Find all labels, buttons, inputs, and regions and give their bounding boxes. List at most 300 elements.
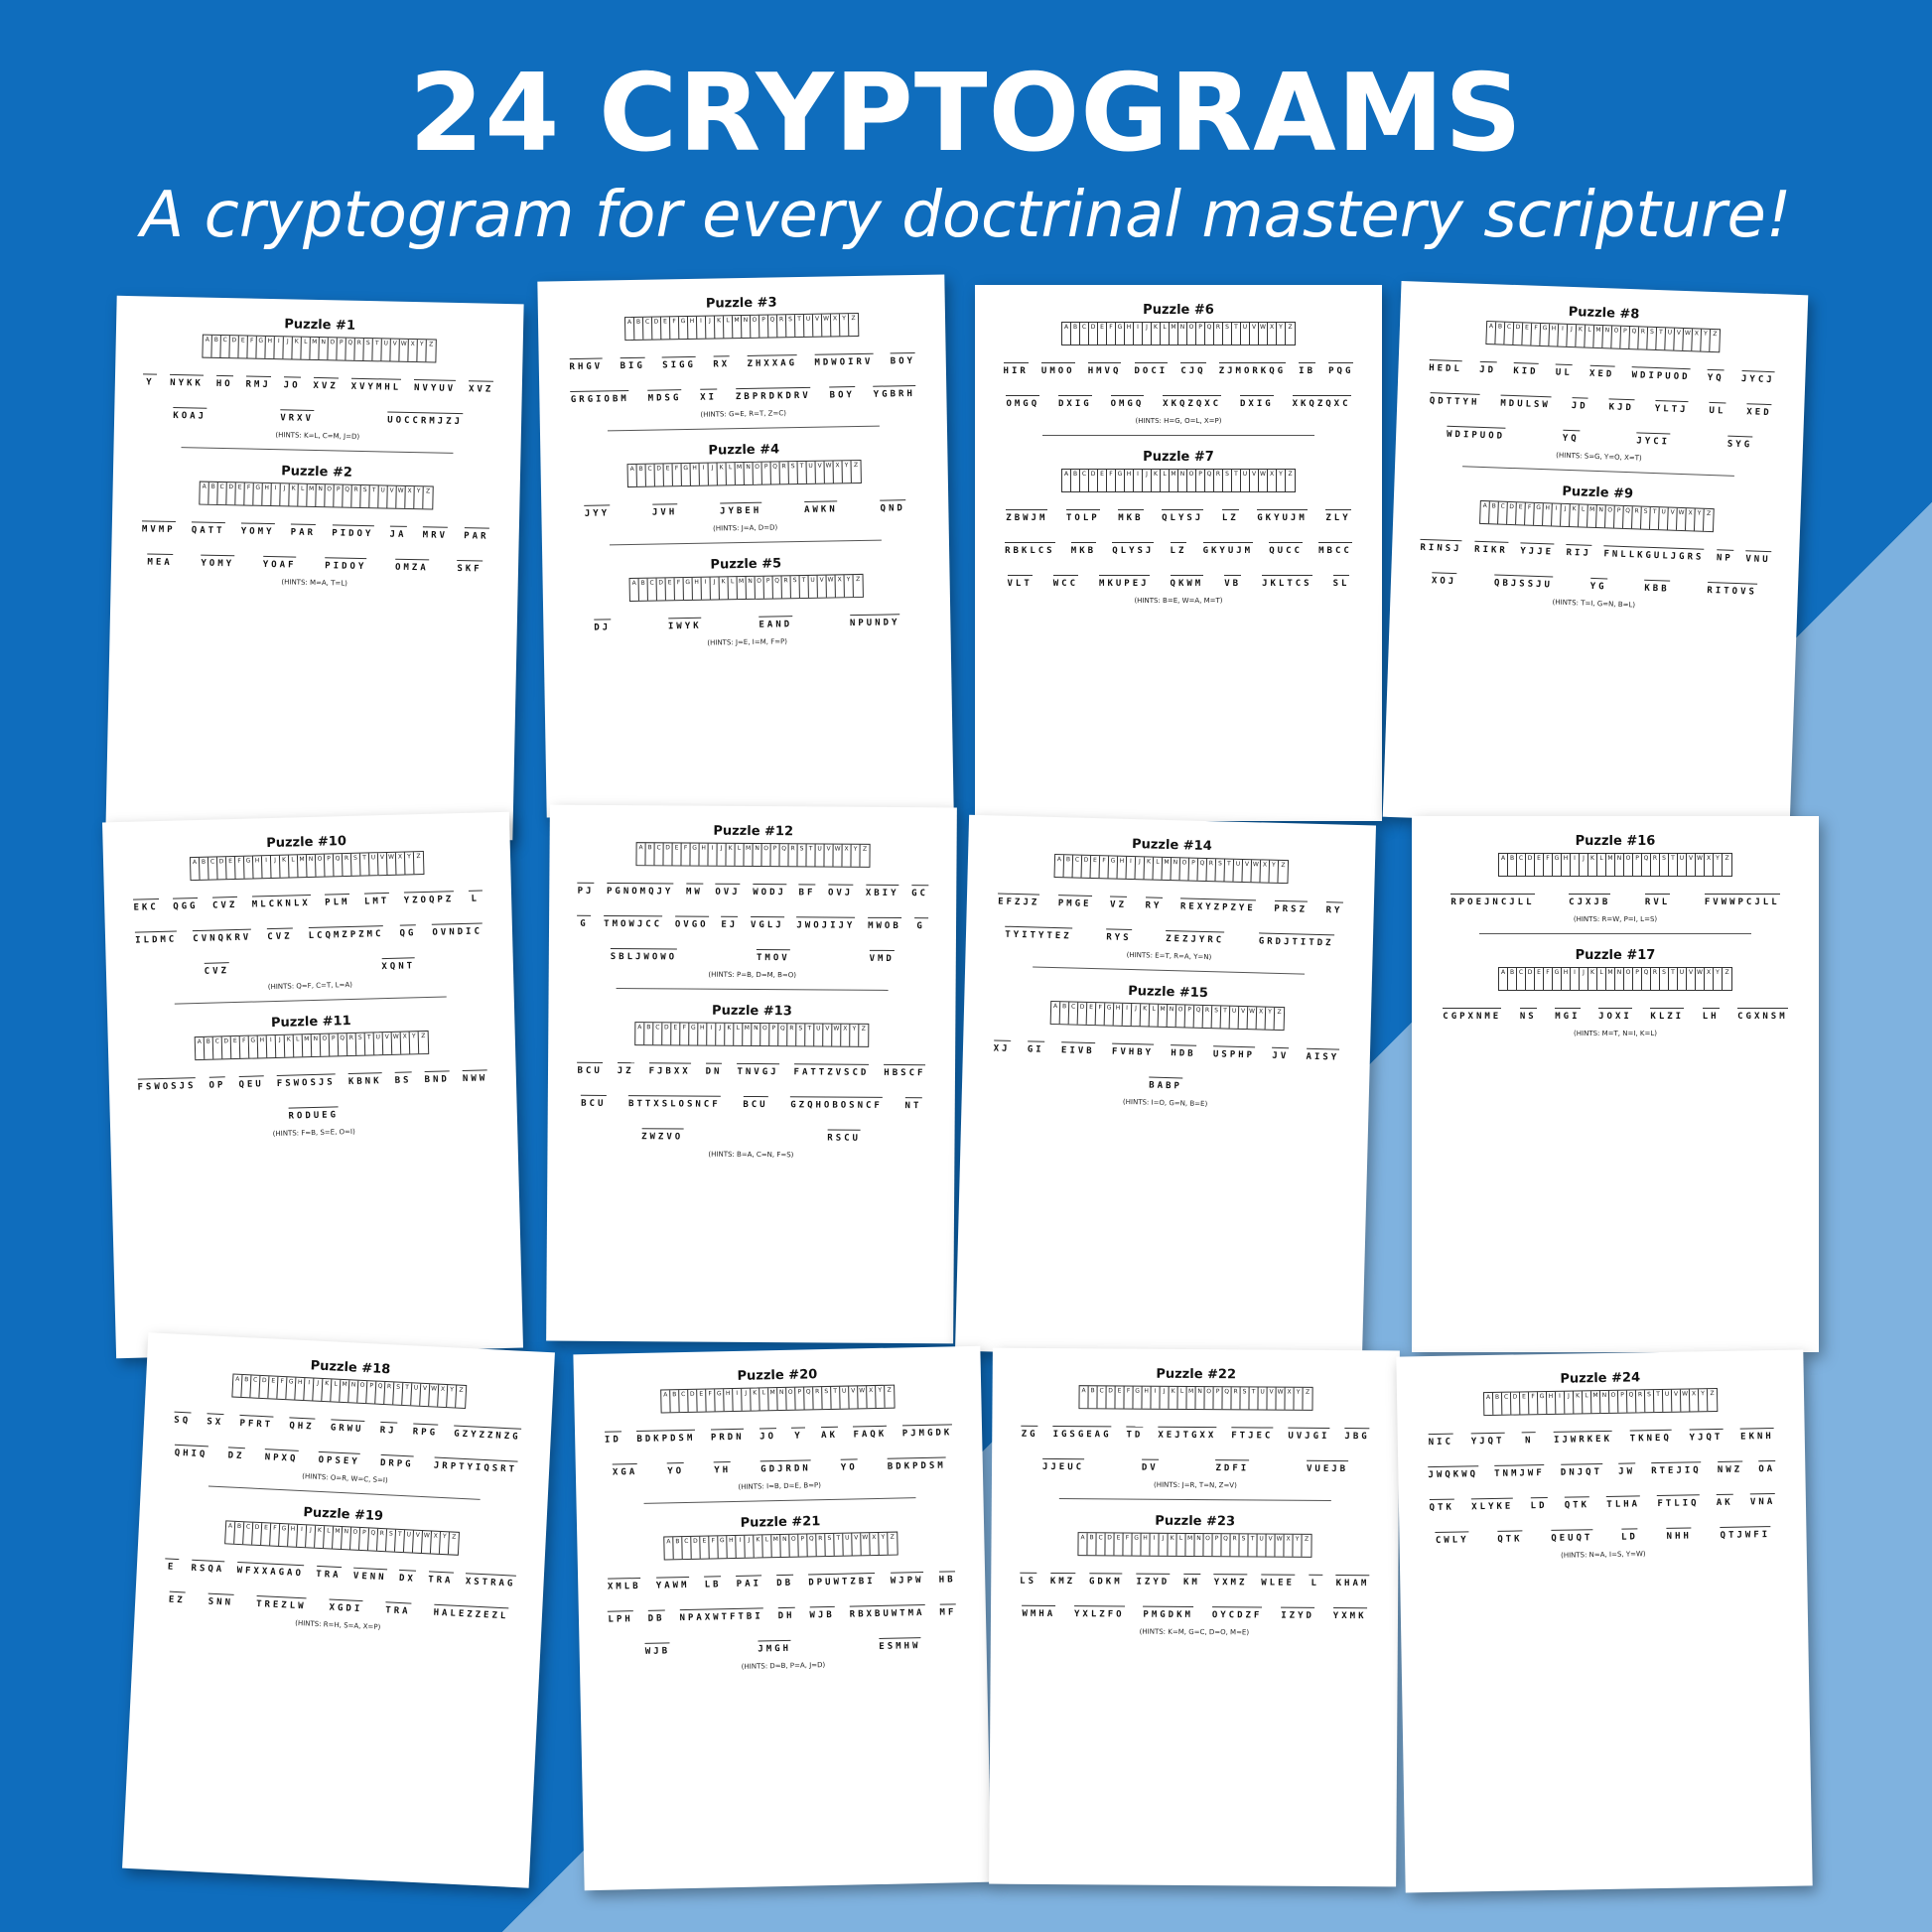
alphabet-letter: H [699, 844, 708, 866]
cipher-word [1697, 999, 1725, 1022]
cipher-text: KID [1513, 366, 1539, 377]
alphabet-letter: Q [768, 315, 777, 337]
cipher-word [1301, 1451, 1354, 1474]
puzzle-title: Puzzle #15 [1127, 983, 1209, 1002]
cipher-word [1160, 921, 1231, 946]
cipher-text: ESMHW [879, 1641, 921, 1652]
alphabet-letter: A [630, 579, 639, 601]
cipher-text: MEA [147, 557, 173, 568]
cipher-text: XLYKE [1471, 1501, 1514, 1513]
cipher-word [426, 913, 488, 938]
cipher-text: QHZ [289, 1421, 315, 1433]
alphabet-letter: J [1561, 504, 1571, 526]
cipher-text: QEUQT [1551, 1533, 1593, 1544]
alphabet-letter: F [240, 1036, 250, 1058]
alphabet-letter: H [1543, 503, 1553, 525]
cipher-text: MDULSW [1500, 398, 1551, 411]
cipher-word [1002, 566, 1038, 589]
cipher-text: NVYUV [413, 383, 457, 394]
alphabet-letter: M [733, 316, 742, 338]
answer-blank [173, 398, 207, 409]
alphabet-letter: N [747, 577, 756, 599]
alphabet-key [1078, 1385, 1312, 1411]
cipher-text: NP [1716, 553, 1733, 564]
alphabet-key [660, 1385, 895, 1414]
puzzle-sheet [573, 1346, 991, 1890]
cipher-word [1282, 1419, 1335, 1442]
alphabet-letter: J [1580, 968, 1588, 990]
cipher-text: KBB [1644, 583, 1670, 595]
cipher-word [1047, 566, 1084, 589]
cipher-text: BF [798, 888, 816, 898]
answer-blank [608, 1569, 641, 1580]
cipher-text: XQNT [381, 961, 416, 973]
alphabet-letter: V [378, 853, 388, 875]
cipher-word [1702, 360, 1731, 384]
cipher-word [1560, 535, 1597, 559]
cipher-words [126, 881, 491, 979]
alphabet-letter: D [1511, 1392, 1520, 1414]
cipher-words [997, 500, 1360, 589]
cipher-word [1322, 353, 1359, 376]
answer-blank [1008, 566, 1033, 576]
cipher-text: AK [1716, 1497, 1733, 1509]
alphabet-letter: T [1248, 1534, 1257, 1556]
cipher-word [1312, 533, 1358, 556]
answer-blank [853, 1417, 887, 1428]
alphabet-letter: Z [459, 1386, 464, 1394]
alphabet-letter: O [786, 1388, 795, 1410]
cipher-text: RHGV [569, 361, 604, 373]
answer-blank [251, 886, 310, 897]
puzzle-title: Puzzle #17 [1575, 948, 1656, 963]
answer-blank [901, 1415, 952, 1426]
answer-blank [571, 381, 629, 392]
cipher-text: LCQMZPZMC [308, 929, 384, 942]
cipher-text: NYKK [170, 377, 205, 389]
alphabet-letter: Y [851, 845, 860, 867]
alphabet-key [635, 842, 870, 868]
answer-blank [879, 1628, 920, 1639]
alphabet-letter: L [759, 1388, 768, 1410]
cipher-text: BDKPDSM [887, 1460, 946, 1472]
cipher-text: WCC [1052, 579, 1079, 589]
cipher-text: JYCI [1636, 436, 1671, 448]
alphabet-letter: D [1513, 323, 1523, 345]
alphabet-key [199, 482, 433, 510]
answer-blank [1309, 1566, 1322, 1576]
cipher-word [285, 514, 323, 538]
cipher-text: XGA [612, 1467, 638, 1478]
answer-blank [1572, 388, 1588, 399]
answer-blank [228, 1438, 245, 1449]
answer-blank [399, 915, 416, 925]
cipher-text: HDB [1171, 1048, 1196, 1059]
alphabet-letter: V [1668, 508, 1678, 530]
alphabet-letter: A [664, 1537, 673, 1559]
answer-blank [455, 1416, 522, 1429]
cipher-text: Y [794, 1431, 803, 1442]
cipher-text: CVZ [204, 966, 230, 977]
alphabet-letter: B [1088, 1386, 1097, 1408]
cipher-word [1047, 1417, 1118, 1440]
cipher-text: LS [1020, 1576, 1037, 1587]
alphabet-letter: H [1547, 1392, 1556, 1414]
cipher-text: UMOO [1040, 366, 1075, 376]
puzzle-title: Puzzle #19 [303, 1505, 384, 1525]
alphabet-letter: P [1618, 1391, 1627, 1413]
alphabet-letter: G [249, 1035, 259, 1057]
alphabet-letter: E [1091, 856, 1101, 878]
cipher-text: QDTTYH [1429, 396, 1480, 408]
alphabet-letter: Y [876, 1386, 885, 1408]
cipher-text: RSQA [191, 1563, 225, 1576]
alphabet-letter: T [372, 339, 381, 360]
cipher-word [1722, 426, 1759, 450]
answer-blank [1750, 1484, 1775, 1494]
alphabet-letter: D [1526, 968, 1535, 990]
alphabet-letter: I [1150, 1534, 1159, 1556]
cipher-word [822, 875, 859, 897]
cipher-word [1083, 1564, 1129, 1587]
cipher-word [326, 515, 380, 539]
alphabet-letter: M [1186, 1387, 1195, 1409]
cipher-text: TKNEQ [1629, 1433, 1672, 1445]
cipher-text: YO [840, 1462, 858, 1473]
puzzle [569, 1003, 933, 1161]
puzzle-hint: (HINTS: K=L, C=M, J=D) [275, 431, 360, 441]
alphabet-letter: G [682, 464, 691, 485]
answer-blank [192, 1551, 225, 1563]
alphabet-letter: O [751, 316, 759, 338]
cipher-text: QTK [1497, 1534, 1523, 1545]
answer-blank [263, 547, 297, 558]
puzzle [596, 1364, 961, 1494]
puzzle-divider [181, 447, 453, 454]
cipher-word [745, 907, 790, 930]
cipher-word [1197, 533, 1260, 556]
alphabet-letter: W [1248, 1007, 1258, 1029]
cipher-word [1255, 1565, 1301, 1587]
answer-blank [1727, 427, 1753, 438]
alphabet-letter: J [1132, 1004, 1142, 1026]
alphabet-letter: J [283, 337, 292, 358]
puzzle-divider [616, 988, 889, 991]
puzzle-title: Puzzle #4 [708, 442, 780, 459]
cipher-word [1093, 566, 1156, 589]
alphabet-letter: N [316, 484, 325, 506]
alphabet-letter: I [267, 1035, 277, 1057]
answer-blank [142, 511, 176, 522]
cipher-word [844, 605, 906, 628]
answer-blank [636, 1421, 695, 1432]
cipher-word [457, 1060, 494, 1084]
answer-blank [1171, 566, 1204, 576]
alphabet-letter: D [252, 1523, 262, 1545]
cipher-text: RTEJIQ [1651, 1465, 1702, 1477]
cipher-text: XGDI [329, 1602, 363, 1615]
alphabet-key [195, 1031, 430, 1060]
alphabet-letter: N [1195, 1387, 1204, 1409]
alphabet-letter: Q [343, 485, 351, 507]
cipher-word [1120, 1417, 1149, 1440]
cipher-text: YGBRH [873, 388, 915, 400]
answer-blank [884, 1055, 925, 1065]
cipher-word [1683, 1420, 1728, 1444]
alphabet-letter: G [679, 317, 688, 339]
cipher-word [1300, 1039, 1345, 1063]
alphabet-letter: P [334, 484, 343, 506]
cipher-word [1209, 1450, 1255, 1473]
puzzle-title: Puzzle #6 [1143, 303, 1214, 318]
cipher-word [905, 876, 934, 898]
cipher-text: EKC [133, 902, 159, 913]
cipher-word [448, 1416, 527, 1443]
alphabet-letter: Q [1205, 323, 1214, 345]
cipher-text: SYG [1726, 439, 1753, 451]
alphabet-letter: Q [1623, 506, 1633, 528]
answer-blank [887, 1449, 945, 1459]
answer-blank [1325, 500, 1350, 510]
cipher-word [662, 609, 708, 632]
alphabet-letter: E [697, 1390, 706, 1412]
alphabet-letter: I [1571, 854, 1580, 876]
alphabet-letter: X [1257, 1007, 1267, 1029]
cipher-word [641, 1600, 670, 1624]
alphabet-letter: B [644, 1023, 653, 1044]
alphabet-letter: I [707, 1024, 716, 1045]
alphabet-letter: U [374, 1033, 384, 1054]
alphabet-letter: L [724, 316, 733, 338]
answer-blank [736, 1566, 760, 1577]
cipher-text: YJQT [1470, 1436, 1505, 1448]
cipher-word [1488, 565, 1560, 590]
answer-blank [1666, 1518, 1691, 1528]
alphabet-letter: F [244, 483, 253, 505]
cipher-word [163, 1582, 193, 1605]
cipher-text: RIKR [1473, 544, 1508, 556]
alphabet-letter: B [637, 465, 646, 486]
cipher-word [1177, 1565, 1206, 1587]
answer-blank [314, 368, 339, 379]
alphabet-letter: C [679, 1390, 688, 1412]
alphabet-letter: P [366, 1381, 376, 1403]
alphabet-letter: B [1508, 854, 1517, 876]
cipher-text: YXMZ [1213, 1578, 1248, 1588]
alphabet-letter: I [1571, 968, 1580, 990]
cipher-word [731, 1054, 784, 1077]
alphabet-letter: V [852, 1533, 861, 1555]
cipher-text: EZ [168, 1594, 186, 1606]
answer-blank [711, 1420, 745, 1431]
cipher-word [1234, 386, 1280, 409]
answer-blank [1023, 1596, 1056, 1606]
cipher-text: RINSJ [1420, 542, 1462, 555]
answer-blank [905, 1088, 922, 1098]
answer-blank [1522, 1423, 1536, 1433]
alphabet-letter: J [1567, 325, 1577, 346]
cipher-word [1327, 566, 1356, 589]
cipher-text: RPG [412, 1427, 439, 1439]
puzzle [997, 303, 1360, 425]
alphabet-key [231, 1374, 467, 1409]
cipher-text: G [916, 921, 925, 932]
answer-blank [759, 1419, 776, 1429]
cipher-text: VENN [352, 1571, 387, 1584]
alphabet-letter: A [625, 318, 634, 340]
answer-blank [267, 918, 293, 929]
answer-blank [938, 1562, 955, 1572]
alphabet-letter: B [639, 579, 648, 601]
cipher-word [1207, 1036, 1262, 1060]
alphabet-letter: V [420, 1384, 430, 1406]
answer-blank [1497, 1521, 1522, 1531]
cipher-word [770, 1566, 799, 1589]
alphabet-letter: B [634, 318, 643, 340]
alphabet-letter: X [836, 575, 845, 597]
cipher-text: RPOEJNCJLL [1450, 897, 1535, 907]
alphabet-letter: J [1136, 857, 1146, 879]
alphabet-letter: F [1096, 1003, 1106, 1025]
cipher-word [563, 348, 609, 372]
alphabet-letter: F [270, 1524, 280, 1546]
alphabet-letter: R [1203, 1006, 1213, 1028]
alphabet-letter: B [1060, 1002, 1070, 1024]
answer-blank [1288, 1419, 1329, 1429]
alphabet-letter: B [241, 1375, 251, 1397]
cipher-text: EKNH [1740, 1431, 1774, 1443]
answer-blank [1053, 566, 1078, 576]
alphabet-letter: J [742, 1389, 751, 1411]
answer-blank [814, 345, 873, 355]
cipher-text: LZ [1170, 546, 1187, 556]
cipher-word [187, 919, 258, 944]
alphabet-letter: T [1249, 1387, 1258, 1409]
cipher-text: VGLJ [750, 919, 784, 931]
cipher-text: MWOB [868, 920, 901, 932]
answer-blank [325, 548, 366, 559]
cipher-text: IJWRKEK [1553, 1434, 1613, 1446]
cipher-word [1106, 1034, 1161, 1057]
puzzle [560, 293, 925, 421]
answer-blank [1058, 886, 1092, 897]
cipher-word [1445, 885, 1540, 907]
cipher-word [389, 550, 435, 574]
answer-blank [1112, 1035, 1154, 1045]
answer-blank [364, 884, 390, 895]
answer-blank [1041, 353, 1075, 363]
alphabet-letter: F [709, 1536, 718, 1558]
cipher-word [1208, 1565, 1254, 1587]
answer-blank [1004, 353, 1029, 363]
alphabet-letter: F [675, 578, 684, 600]
alphabet-letter: G [1540, 324, 1550, 345]
alphabet-letter: K [1169, 1387, 1177, 1409]
cipher-word [707, 346, 736, 369]
cipher-word [1711, 1485, 1739, 1508]
answer-blank [1257, 500, 1308, 510]
cipher-word [785, 1418, 811, 1442]
alphabet-letter: P [759, 316, 768, 338]
alphabet-letter: A [1062, 470, 1071, 491]
puzzle-hint: (HINTS: I=B, D=E, B=P) [738, 1481, 822, 1491]
cipher-text: TNMJWF [1494, 1468, 1545, 1479]
alphabet-letter: W [399, 340, 408, 361]
cipher-text: YO [667, 1466, 685, 1477]
cipher-text: HMVQ [1087, 366, 1122, 376]
alphabet-letter: T [395, 1530, 405, 1552]
cipher-text: JD [1571, 401, 1588, 412]
answer-blank [429, 1562, 455, 1573]
alphabet-letter: K [1152, 323, 1161, 345]
answer-blank [1224, 566, 1241, 576]
cipher-word [1143, 1067, 1188, 1091]
answer-blank [1708, 573, 1758, 585]
alphabet-letter: A [1499, 968, 1508, 990]
alphabet-letter: Q [1197, 859, 1207, 881]
answer-blank [1703, 999, 1720, 1009]
alphabet-letter: Y [440, 1532, 450, 1554]
alphabet-letter: M [1159, 1005, 1169, 1027]
cipher-word [422, 1562, 460, 1587]
cipher-text: YOMY [240, 526, 275, 538]
cipher-text: QUCC [1269, 546, 1303, 556]
cipher-word [1082, 353, 1128, 376]
cipher-text: TLHA [1606, 1499, 1641, 1510]
answer-blank [753, 875, 786, 885]
cipher-text: BCU [581, 1098, 607, 1109]
cipher-word [1491, 1521, 1529, 1545]
cipher-word [1524, 1488, 1553, 1511]
cipher-word [1253, 923, 1340, 948]
alphabet-letter: V [1267, 1388, 1276, 1410]
alphabet-letter: I [1123, 1004, 1133, 1026]
answer-blank [759, 607, 792, 618]
cipher-text: TREZLW [255, 1598, 307, 1612]
cipher-word [571, 906, 597, 929]
answer-blank [720, 493, 761, 504]
cipher-text: BS [394, 1075, 412, 1086]
alphabet-letter: T [1656, 328, 1666, 349]
cipher-word [1060, 500, 1106, 523]
cipher-text: BCU [577, 1065, 603, 1076]
alphabet-letter: N [348, 1380, 358, 1402]
cipher-word [1660, 1518, 1698, 1542]
cipher-word [864, 941, 900, 964]
answer-blank [1118, 500, 1143, 510]
alphabet-letter: I [262, 856, 272, 878]
alphabet-letter: N [753, 844, 761, 866]
alphabet-letter: Z [1281, 861, 1286, 870]
cipher-words [1013, 1564, 1376, 1622]
answer-blank [994, 1031, 1011, 1040]
alphabet-letter: H [1562, 854, 1571, 876]
cipher-word [605, 939, 684, 963]
alphabet-letter: U [411, 1383, 421, 1405]
cipher-text: USPHP [1212, 1049, 1256, 1061]
answer-blank [148, 544, 173, 555]
puzzle-title: Puzzle #2 [281, 464, 352, 481]
cipher-word [908, 908, 934, 931]
alphabet-letter: V [823, 1025, 832, 1046]
cipher-word [673, 1598, 769, 1623]
answer-blank [914, 908, 928, 918]
cipher-word [232, 1066, 270, 1090]
alphabet-letter: W [858, 1386, 867, 1408]
alphabet-letter: W [861, 1533, 870, 1555]
alphabet-letter: N [307, 855, 317, 877]
answer-blank [1269, 533, 1303, 543]
